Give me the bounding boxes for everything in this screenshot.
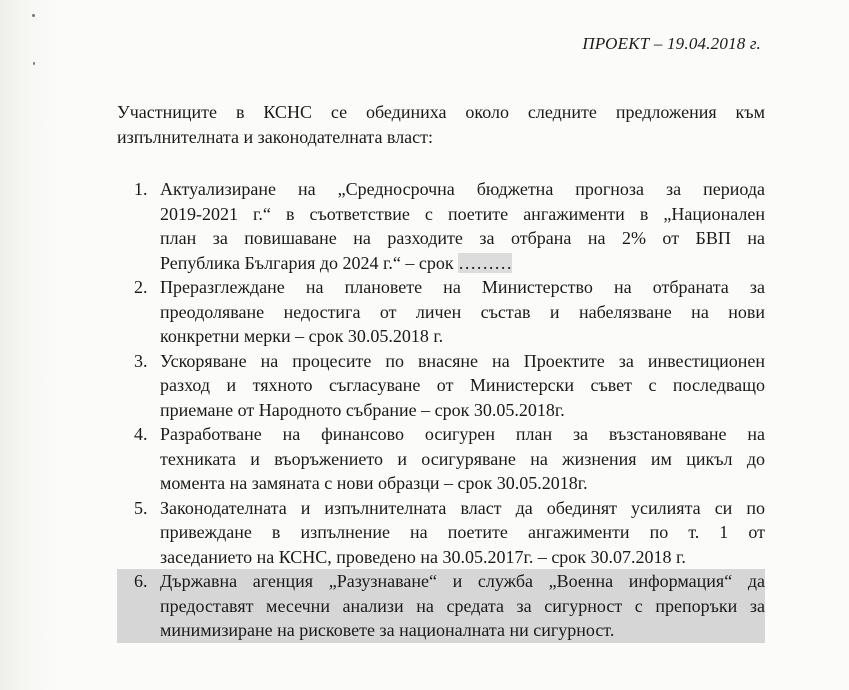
item-line: заседанието на КСНС, проведено на 30.05.2017г. – срок 30.07.2018 г. bbox=[160, 546, 686, 567]
item-line-with-deadline bbox=[160, 251, 765, 276]
item-line: Разработване на финансово осигурен план за възстановяване на bbox=[160, 424, 765, 444]
list-item bbox=[117, 422, 765, 496]
item-line: 2019-2021 г.“ в съответствие с поетите ангажименти в „Национален bbox=[160, 203, 765, 224]
item-line: привеждане в изпълнение на поетите ангажименти по т. 1 от bbox=[160, 522, 765, 542]
item-number: 1. bbox=[134, 179, 148, 199]
item-number: 2. bbox=[134, 277, 148, 297]
item-text bbox=[160, 422, 765, 496]
item-line: момента на замяната с нови образци – срок 30.05.2018г. bbox=[160, 473, 588, 493]
item-line: Държавна агенция „Разузнаване“ и служба „Военна информация“ да bbox=[160, 571, 765, 591]
list-item-highlighted bbox=[117, 569, 765, 643]
proposals-list bbox=[117, 177, 765, 643]
deadline-placeholder: ……… bbox=[458, 252, 513, 273]
item-line: Преразглеждане на плановете на Министерство на отбраната за bbox=[160, 277, 765, 297]
intro-line: Участниците в КСНС се обединиха около следните предложения към bbox=[117, 102, 765, 122]
list-item bbox=[117, 349, 765, 423]
item-number: 6. bbox=[117, 569, 160, 594]
item-text bbox=[160, 569, 765, 643]
item-line: план за повишаване на разходите за отбрана на 2% от БВП на bbox=[160, 228, 765, 248]
item-text bbox=[160, 496, 765, 570]
item-number: 5. bbox=[134, 497, 148, 518]
item-line: Ускоряване на процесите по внасяне на Проектите за инвестиционен bbox=[160, 350, 765, 371]
item-line: Актуализиране на „Средносрочна бюджетна прогноза за периода bbox=[160, 179, 765, 199]
item-line: разход и тяхното съгласуване от Министерски съвет с последващо bbox=[160, 375, 765, 395]
item-line: минимизиране на рисковете за националната ни сигурност. bbox=[160, 620, 615, 640]
list-item bbox=[117, 177, 765, 275]
item-number: 4. bbox=[134, 424, 148, 444]
item-line: приемане от Народното събрание – срок 30.05.2018г. bbox=[160, 399, 565, 420]
item-number: 3. bbox=[134, 350, 148, 371]
intro-paragraph bbox=[117, 100, 765, 149]
item-line: техниката и въоръжението и осигуряване на жизнения им цикъл до bbox=[160, 448, 765, 469]
document-body bbox=[117, 100, 765, 643]
list-item bbox=[117, 496, 765, 570]
draft-header: ПРОЕКТ – 19.04.2018 г. bbox=[582, 34, 761, 53]
item-line: Република България до 2024 г.“ – срок bbox=[160, 252, 459, 273]
scan-edge-shadow bbox=[0, 0, 60, 690]
item-text bbox=[160, 275, 765, 349]
item-line: конкретни мерки – срок 30.05.2018 г. bbox=[160, 326, 444, 346]
item-text bbox=[160, 177, 765, 275]
item-line: предоставят месечни анализи на средата за сигурност с препоръки за bbox=[160, 595, 765, 616]
scan-speck bbox=[32, 14, 35, 17]
list-item bbox=[117, 275, 765, 349]
scan-speck bbox=[33, 62, 35, 65]
item-line: преодоляване недостига от личен състав и набелязване на нови bbox=[160, 301, 765, 322]
item-line: Законодателната и изпълнителната власт да обединят усилията си по bbox=[160, 497, 765, 518]
item-text bbox=[160, 349, 765, 423]
intro-line: изпълнителната и законодателната власт: bbox=[117, 126, 434, 147]
